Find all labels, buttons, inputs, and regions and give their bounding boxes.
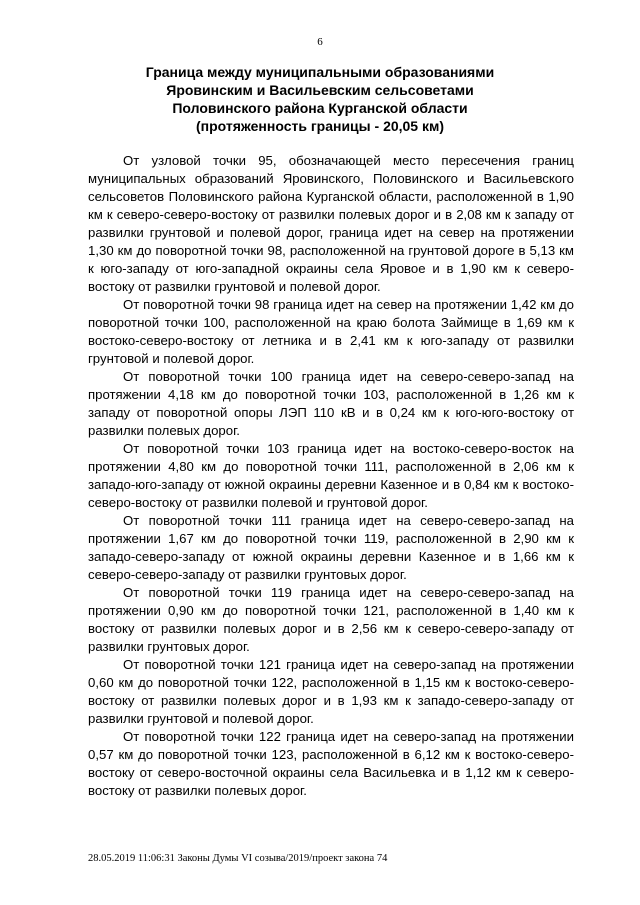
paragraph: От поворотной точки 111 граница идет на северо-северо-запад на протяжении 1,67 км до поворотной точки 119, расположенной в 2,90 км к западо-северо-западу от южной окраины деревни Казенное и в 1,66 км к северо-северо-западу от развилки грунтовых дорог. [88,513,574,582]
title-line: Половинского района Курганской области [172,100,468,116]
paragraph: От поворотной точки 100 граница идет на северо-северо-запад на протяжении 4,18 км до поворотной точки 103, расположенной в 1,26 км к западу от поворотной опоры ЛЭП 110 кВ и в 0,24 км к юго-юго-востоку от развилки полевых дорог. [88,369,574,438]
paragraph: От поворотной точки 122 граница идет на северо-запад на протяжении 0,57 км до поворотной точки 123, расположенной в 6,12 км к востоко-северо-востоку от северо-восточной окраины села Васильевка и в 1,12 км к северо-востоку от развилки полевых дорог. [88,729,574,798]
document-title [60,63,580,135]
title-line: Яровинским и Васильевским сельсоветами [166,82,474,98]
paragraph: От поворотной точки 121 граница идет на северо-запад на протяжении 0,60 км до поворотной точки 122, расположенной в 1,15 км к востоко-северо-востоку от развилки полевых дорог и в 1,93 км к западо-северо-западу от развилки грунтовой и полевой дорог. [88,657,574,726]
paragraph: От поворотной точки 119 граница идет на северо-северо-запад на протяжении 0,90 км до поворотной точки 121, расположенной в 1,40 км к востоку от развилки полевых дорог и в 2,56 км к северо-северо-западу от развилки грунтовых дорог. [88,585,574,654]
footer-stamp: 28.05.2019 11:06:31 Законы Думы VI созыва/2019/проект закона 74 [88,853,388,864]
paragraph: От поворотной точки 103 граница идет на востоко-северо-восток на протяжении 4,80 км до поворотной точки 111, расположенной в 2,06 км к западо-юго-западу от южной окраины деревни Казенное и в 0,84 км к востоко-северо-востоку от развилки полевой и грунтовой дорог. [88,441,574,510]
paragraph: От поворотной точки 98 граница идет на север на протяжении 1,42 км до поворотной точки 100, расположенной на краю болота Займище в 1,69 км к востоко-северо-востоку от летника и в 2,41 км к юго-западу от развилки грунтовой и полевой дорог. [88,297,574,366]
paragraph: От узловой точки 95, обозначающей место пересечения границ муниципальных образований Яровинского, Половинского и Васильевского сельсоветов Половинского района Курганской области, расположенной в 1,90 км к северо-северо-востоку от развилки полевых дорог и в 2,08 км к западу от развилки грунтовой и полевой дорог, граница идет на север на протяжении 1,30 км до поворотной точки 98, расположенной на грунтовой дороге в 5,13 км к юго-западу от юго-западной окраины села Яровое и в 1,90 км к северо-востоку от развилки грунтовой и полевой дорог. [88,153,574,294]
title-line: (протяженность границы - 20,05 км) [195,118,445,134]
document-body [88,152,574,800]
title-line: Граница между муниципальными образованиями [145,64,495,80]
page-number: 6 [317,36,323,48]
